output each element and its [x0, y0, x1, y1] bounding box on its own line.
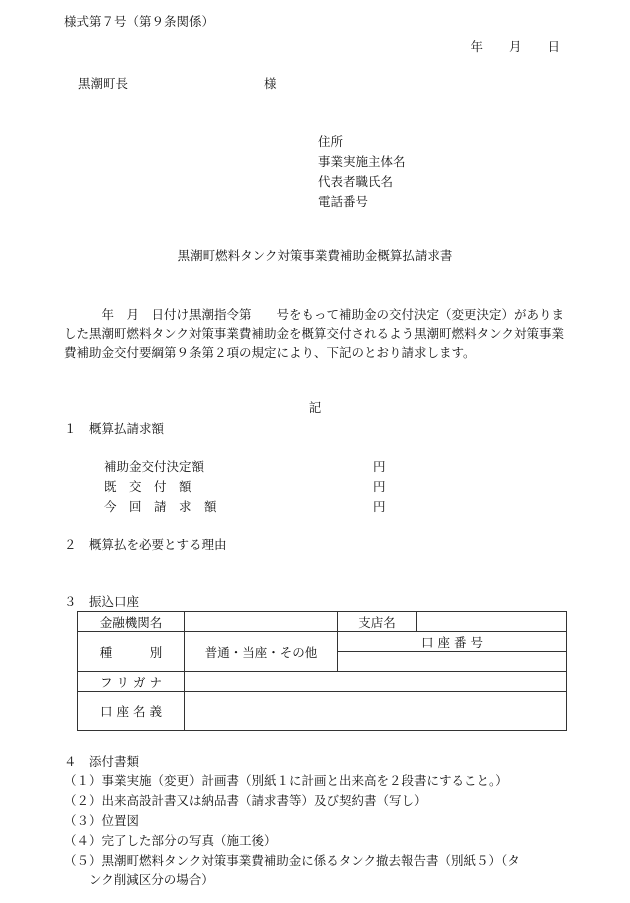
addressee-honorific: 様 [264, 76, 277, 91]
attachment-item: ンク削減区分の場合） [64, 872, 214, 887]
section3-heading: ３ 振込口座 [64, 594, 140, 609]
attachment-item: （４）完了した部分の写真（施工後） [64, 833, 277, 848]
branch-label: 支店名 [338, 612, 417, 632]
furigana-label: フ リ ガ ナ [78, 672, 185, 692]
addressee-name: 黒潮町長 [78, 76, 129, 91]
date-line: 年 月 日 [470, 39, 560, 54]
account-type-options[interactable]: 普通・当座・その他 [185, 632, 338, 672]
amount-unit-decided: 円 [373, 459, 386, 474]
section1-heading: １ 概算払請求額 [64, 421, 165, 436]
bank-name-label: 金融機関名 [78, 612, 185, 632]
table-row [78, 672, 567, 692]
applicant-phone-label: 電話番号 [318, 194, 369, 209]
document-title: 黒潮町燃料タンク対策事業費補助金概算払請求書 [177, 248, 453, 263]
amount-label-already-paid: 既 交 付 額 [104, 479, 192, 494]
applicant-entity-label: 事業実施主体名 [318, 154, 406, 169]
section2-heading: ２ 概算払を必要とする理由 [64, 537, 227, 552]
ki-heading: 記 [308, 400, 322, 415]
account-holder-field[interactable] [185, 692, 567, 731]
form-number: 様式第７号（第９条関係） [64, 14, 215, 29]
account-type-label: 種 別 [78, 632, 185, 672]
bank-name-field[interactable] [185, 612, 338, 632]
request-body-text: 年 月 日付け黒潮指令第 号をもって補助金の交付決定（変更決定）がありました黒潮町燃料タンク対策事業費補助金を概算交付されるよう黒潮町燃料タンク対策事業費補助金交付要綱第９条第２項の規定により、下記のとおり請求します。 [64, 307, 565, 360]
attachment-item: （１）事業実施（変更）計画書（別紙１に計画と出来高を２段書にすること。） [64, 773, 508, 788]
attachment-item: （５）黒潮町燃料タンク対策事業費補助金に係るタンク撤去報告書（別紙５）（タ [64, 853, 520, 868]
table-row [78, 692, 567, 731]
applicant-representative-label: 代表者職氏名 [318, 174, 394, 189]
account-holder-label: 口 座 名 義 [78, 692, 185, 731]
amount-unit-this-request: 円 [373, 499, 386, 514]
bank-account-table [77, 611, 567, 731]
attachment-item: （３）位置図 [64, 813, 140, 828]
account-number-field[interactable] [338, 652, 567, 672]
attachment-item: （２）出来高設計書又は納品書（請求書等）及び契約書（写し） [64, 793, 427, 808]
table-row [78, 632, 567, 652]
applicant-address-label: 住所 [318, 134, 344, 149]
amount-label-this-request: 今 回 請 求 額 [104, 499, 217, 514]
branch-field[interactable] [417, 612, 567, 632]
section4-heading: ４ 添付書類 [64, 754, 140, 769]
applicant-block [318, 132, 406, 212]
furigana-field[interactable] [185, 672, 567, 692]
table-row [78, 612, 567, 632]
account-number-label: 口 座 番 号 [338, 632, 567, 652]
amount-label-decided: 補助金交付決定額 [104, 459, 205, 474]
amount-unit-already-paid: 円 [373, 479, 386, 494]
